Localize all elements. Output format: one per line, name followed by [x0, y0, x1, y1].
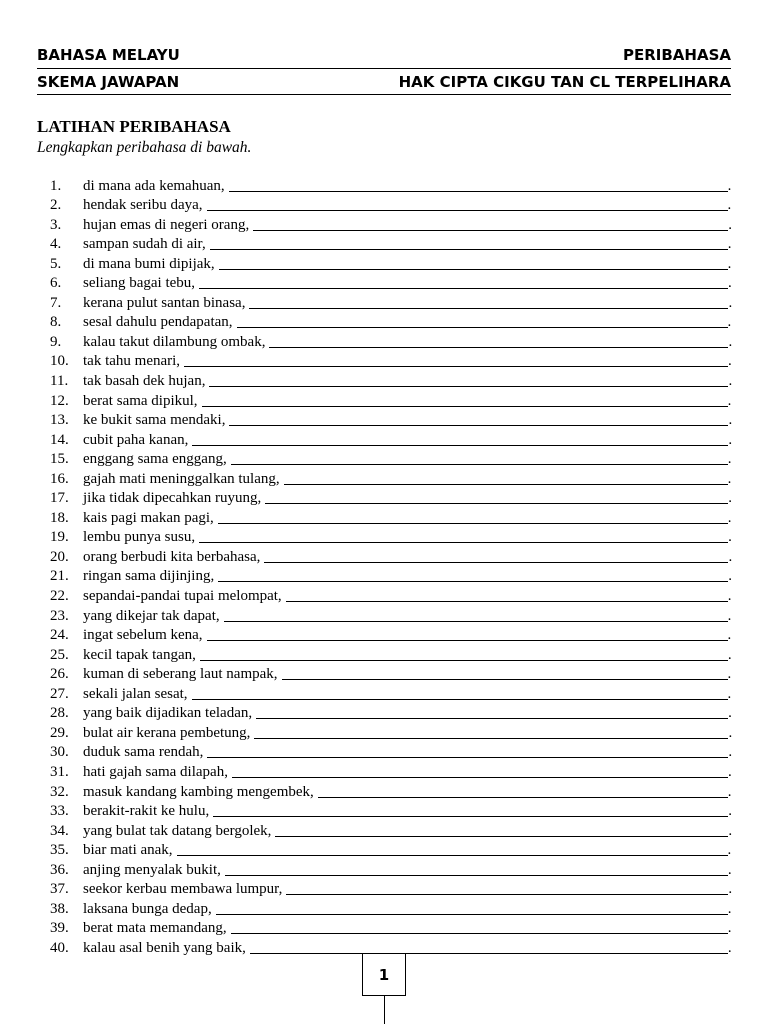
question-item — [50, 468, 740, 488]
question-item — [50, 859, 740, 879]
question-end-period: . — [728, 333, 733, 350]
answer-blank-line[interactable] — [250, 953, 728, 954]
question-text: duduk sama rendah, — [83, 744, 204, 761]
question-item — [50, 214, 740, 234]
question-text: hujan emas di negeri orang, — [83, 216, 250, 233]
section-title: LATIHAN PERIBAHASA — [37, 117, 231, 136]
question-number: 30. — [50, 744, 69, 761]
question-end-period: . — [727, 763, 732, 780]
question-text: berat sama dipikul, — [83, 392, 198, 409]
question-end-period: . — [727, 236, 732, 253]
question-number: 31. — [50, 763, 69, 780]
question-number: 19. — [50, 529, 69, 546]
question-number: 32. — [50, 783, 69, 800]
section-instruction: Lengkapkan peribahasa di bawah. — [37, 139, 252, 156]
question-end-period: . — [728, 529, 732, 546]
answer-blank-line[interactable] — [318, 797, 728, 798]
question-text: orang berbudi kita berbahasa, — [83, 548, 261, 565]
question-number: 1. — [50, 177, 62, 194]
answer-blank-line[interactable] — [231, 464, 728, 465]
question-number: 3. — [50, 216, 62, 233]
question-number: 8. — [50, 314, 62, 331]
question-end-period: . — [728, 294, 733, 311]
answer-blank-line[interactable] — [253, 230, 728, 231]
question-item — [50, 292, 740, 312]
question-end-period: . — [727, 470, 732, 487]
question-item — [50, 390, 740, 410]
question-item — [50, 761, 740, 781]
answer-blank-line[interactable] — [216, 914, 728, 915]
answer-blank-line[interactable] — [213, 816, 728, 817]
answer-blank-line[interactable] — [184, 366, 728, 367]
question-text: tak tahu menari, — [83, 353, 181, 370]
question-end-period: . — [727, 685, 732, 702]
question-number: 6. — [50, 275, 62, 292]
question-number: 29. — [50, 724, 69, 741]
question-number: 7. — [50, 294, 62, 311]
question-end-period: . — [727, 509, 732, 526]
question-text: biar mati anak, — [83, 842, 173, 859]
answer-blank-line[interactable] — [200, 660, 728, 661]
answer-blank-line[interactable] — [192, 445, 728, 446]
answer-blank-line[interactable] — [229, 425, 728, 426]
answer-blank-line[interactable] — [199, 288, 728, 289]
question-text: sesal dahulu pendapatan, — [83, 314, 233, 331]
question-text: enggang sama enggang, — [83, 451, 227, 468]
question-item — [50, 351, 740, 371]
question-text: sekali jalan sesat, — [83, 685, 188, 702]
answer-blank-line[interactable] — [286, 601, 728, 602]
question-text: tak basah dek hujan, — [83, 373, 206, 390]
question-item — [50, 312, 740, 332]
question-end-period: . — [728, 705, 732, 722]
question-number: 4. — [50, 236, 62, 253]
question-end-period: . — [727, 177, 732, 194]
question-text: yang bulat tak datang bergolek, — [83, 822, 272, 839]
header-row-top — [37, 46, 731, 64]
question-end-period: . — [727, 842, 732, 859]
question-end-period: . — [728, 548, 733, 565]
header-divider-bottom — [37, 94, 731, 95]
question-text: masuk kandang kambing mengembek, — [83, 783, 314, 800]
answer-blank-line[interactable] — [232, 777, 728, 778]
question-end-period: . — [728, 803, 732, 820]
answer-blank-line[interactable] — [229, 191, 728, 192]
question-number: 37. — [50, 881, 69, 898]
question-number: 10. — [50, 353, 69, 370]
question-item — [50, 253, 740, 273]
answer-blank-line[interactable] — [282, 679, 728, 680]
question-end-period: . — [728, 412, 733, 429]
question-text: kecil tapak tangan, — [83, 646, 196, 663]
question-item — [50, 273, 740, 293]
question-text: di mana ada kemahuan, — [83, 177, 225, 194]
subject-label: BAHASA MELAYU — [37, 46, 180, 64]
answer-blank-line[interactable] — [286, 894, 728, 895]
question-number: 39. — [50, 920, 69, 937]
copyright-label: HAK CIPTA CIKGU TAN CL TERPELIHARA — [398, 73, 731, 91]
question-end-period: . — [728, 373, 733, 390]
question-end-period: . — [727, 666, 732, 683]
question-text: di mana bumi dipijak, — [83, 255, 215, 272]
doc-type-label: SKEMA JAWAPAN — [37, 73, 180, 91]
question-end-period: . — [728, 353, 732, 370]
answer-blank-line[interactable] — [224, 621, 728, 622]
question-number: 40. — [50, 939, 69, 956]
question-text: yang dikejar tak dapat, — [83, 607, 220, 624]
question-item — [50, 370, 740, 390]
question-item — [50, 585, 740, 605]
question-item — [50, 546, 740, 566]
answer-blank-line[interactable] — [218, 581, 728, 582]
question-text: sepandai-pandai tupai melompat, — [83, 588, 282, 605]
question-end-period: . — [727, 607, 732, 624]
question-item — [50, 566, 740, 586]
question-end-period: . — [728, 744, 733, 761]
question-item — [50, 664, 740, 684]
question-item — [50, 722, 740, 742]
question-end-period: . — [728, 881, 733, 898]
question-item — [50, 488, 740, 508]
question-text: cubit paha kanan, — [83, 431, 189, 448]
question-number: 13. — [50, 412, 69, 429]
answer-blank-line[interactable] — [218, 523, 728, 524]
question-end-period: . — [728, 724, 733, 741]
answer-blank-line[interactable] — [177, 855, 728, 856]
question-text: yang baik dijadikan teladan, — [83, 705, 253, 722]
question-item — [50, 820, 740, 840]
question-text: lembu punya susu, — [83, 529, 196, 546]
question-end-period: . — [728, 275, 732, 292]
question-item — [50, 801, 740, 821]
question-number: 18. — [50, 509, 69, 526]
question-item — [50, 742, 740, 762]
question-end-period: . — [727, 392, 732, 409]
question-item — [50, 840, 740, 860]
question-number: 26. — [50, 666, 69, 683]
question-end-period: . — [727, 861, 732, 878]
question-item — [50, 507, 740, 527]
answer-blank-line[interactable] — [209, 386, 728, 387]
question-end-period: . — [728, 216, 732, 233]
question-number: 15. — [50, 451, 69, 468]
question-text: kalau takut dilambung ombak, — [83, 333, 266, 350]
question-item — [50, 898, 740, 918]
question-item — [50, 683, 740, 703]
answer-blank-line[interactable] — [265, 503, 728, 504]
answer-blank-line[interactable] — [207, 210, 728, 211]
question-item — [50, 625, 740, 645]
question-number: 2. — [50, 197, 62, 214]
answer-blank-line[interactable] — [275, 836, 728, 837]
question-text: seekor kerbau membawa lumpur, — [83, 881, 283, 898]
question-text: anjing menyalak bukit, — [83, 861, 221, 878]
question-number: 23. — [50, 607, 69, 624]
question-end-period: . — [727, 783, 732, 800]
answer-blank-line[interactable] — [210, 249, 728, 250]
question-number: 11. — [50, 373, 69, 390]
question-text: kuman di seberang laut nampak, — [83, 666, 278, 683]
question-end-period: . — [728, 568, 732, 585]
question-end-period: . — [727, 197, 732, 214]
question-text: kalau asal benih yang baik, — [83, 939, 246, 956]
question-end-period: . — [727, 646, 732, 663]
question-text: ke bukit sama mendaki, — [83, 412, 226, 429]
question-number: 9. — [50, 333, 62, 350]
question-number: 22. — [50, 588, 69, 605]
question-end-period: . — [727, 588, 732, 605]
answer-blank-line[interactable] — [231, 933, 728, 934]
answer-blank-line[interactable] — [225, 875, 728, 876]
question-number: 38. — [50, 900, 69, 917]
question-end-period: . — [728, 431, 733, 448]
answer-blank-line[interactable] — [256, 718, 728, 719]
question-number: 34. — [50, 822, 69, 839]
question-end-period: . — [728, 490, 733, 507]
answer-blank-line[interactable] — [237, 327, 728, 328]
question-number: 17. — [50, 490, 69, 507]
question-number: 28. — [50, 705, 69, 722]
question-number: 12. — [50, 392, 69, 409]
answer-blank-line[interactable] — [284, 484, 728, 485]
question-number: 33. — [50, 803, 69, 820]
question-text: berakit-rakit ke hulu, — [83, 803, 210, 820]
question-item — [50, 527, 740, 547]
question-text: sampan sudah di air, — [83, 236, 206, 253]
question-list — [50, 175, 740, 957]
question-text: gajah mati meninggalkan tulang, — [83, 470, 280, 487]
answer-blank-line[interactable] — [192, 699, 728, 700]
answer-blank-line[interactable] — [207, 757, 728, 758]
question-item — [50, 195, 740, 215]
question-end-period: . — [727, 900, 732, 917]
question-item — [50, 234, 740, 254]
question-text: ringan sama dijinjing, — [83, 568, 215, 585]
question-number: 25. — [50, 646, 69, 663]
question-number: 24. — [50, 627, 69, 644]
answer-blank-line[interactable] — [254, 738, 728, 739]
header-row-bottom — [37, 73, 731, 91]
header-divider-top — [37, 68, 731, 69]
question-number: 14. — [50, 431, 69, 448]
question-item — [50, 175, 740, 195]
topic-label: PERIBAHASA — [623, 46, 731, 64]
answer-blank-line[interactable] — [264, 562, 728, 563]
page-number: 1 — [362, 953, 406, 996]
answer-blank-line[interactable] — [207, 640, 728, 641]
question-number: 20. — [50, 548, 69, 565]
question-end-period: . — [727, 920, 732, 937]
question-text: hendak seribu daya, — [83, 197, 203, 214]
question-end-period: . — [727, 627, 732, 644]
question-number: 35. — [50, 842, 69, 859]
question-end-period: . — [727, 939, 732, 956]
question-text: berat mata memandang, — [83, 920, 227, 937]
question-text: laksana bunga dedap, — [83, 900, 212, 917]
answer-blank-line[interactable] — [219, 269, 728, 270]
question-number: 36. — [50, 861, 69, 878]
question-item — [50, 781, 740, 801]
answer-blank-line[interactable] — [199, 542, 728, 543]
question-number: 16. — [50, 470, 69, 487]
question-item — [50, 410, 740, 430]
question-item — [50, 879, 740, 899]
question-text: jika tidak dipecahkan ruyung, — [83, 490, 262, 507]
question-text: kais pagi makan pagi, — [83, 509, 214, 526]
question-item — [50, 429, 740, 449]
question-number: 21. — [50, 568, 69, 585]
question-end-period: . — [727, 451, 732, 468]
page-number-tick — [384, 996, 385, 1024]
question-end-period: . — [728, 822, 733, 839]
question-text: seliang bagai tebu, — [83, 275, 196, 292]
question-text: hati gajah sama dilapah, — [83, 763, 228, 780]
question-item — [50, 644, 740, 664]
question-item — [50, 449, 740, 469]
question-item — [50, 605, 740, 625]
question-text: kerana pulut santan binasa, — [83, 294, 246, 311]
question-item — [50, 331, 740, 351]
answer-blank-line[interactable] — [249, 308, 728, 309]
question-number: 5. — [50, 255, 62, 272]
answer-blank-line[interactable] — [202, 406, 728, 407]
answer-blank-line[interactable] — [269, 347, 728, 348]
question-text: bulat air kerana pembetung, — [83, 724, 251, 741]
question-end-period: . — [727, 255, 732, 272]
question-end-period: . — [727, 314, 732, 331]
question-text: ingat sebelum kena, — [83, 627, 203, 644]
question-item — [50, 703, 740, 723]
question-item — [50, 918, 740, 938]
question-number: 27. — [50, 685, 69, 702]
